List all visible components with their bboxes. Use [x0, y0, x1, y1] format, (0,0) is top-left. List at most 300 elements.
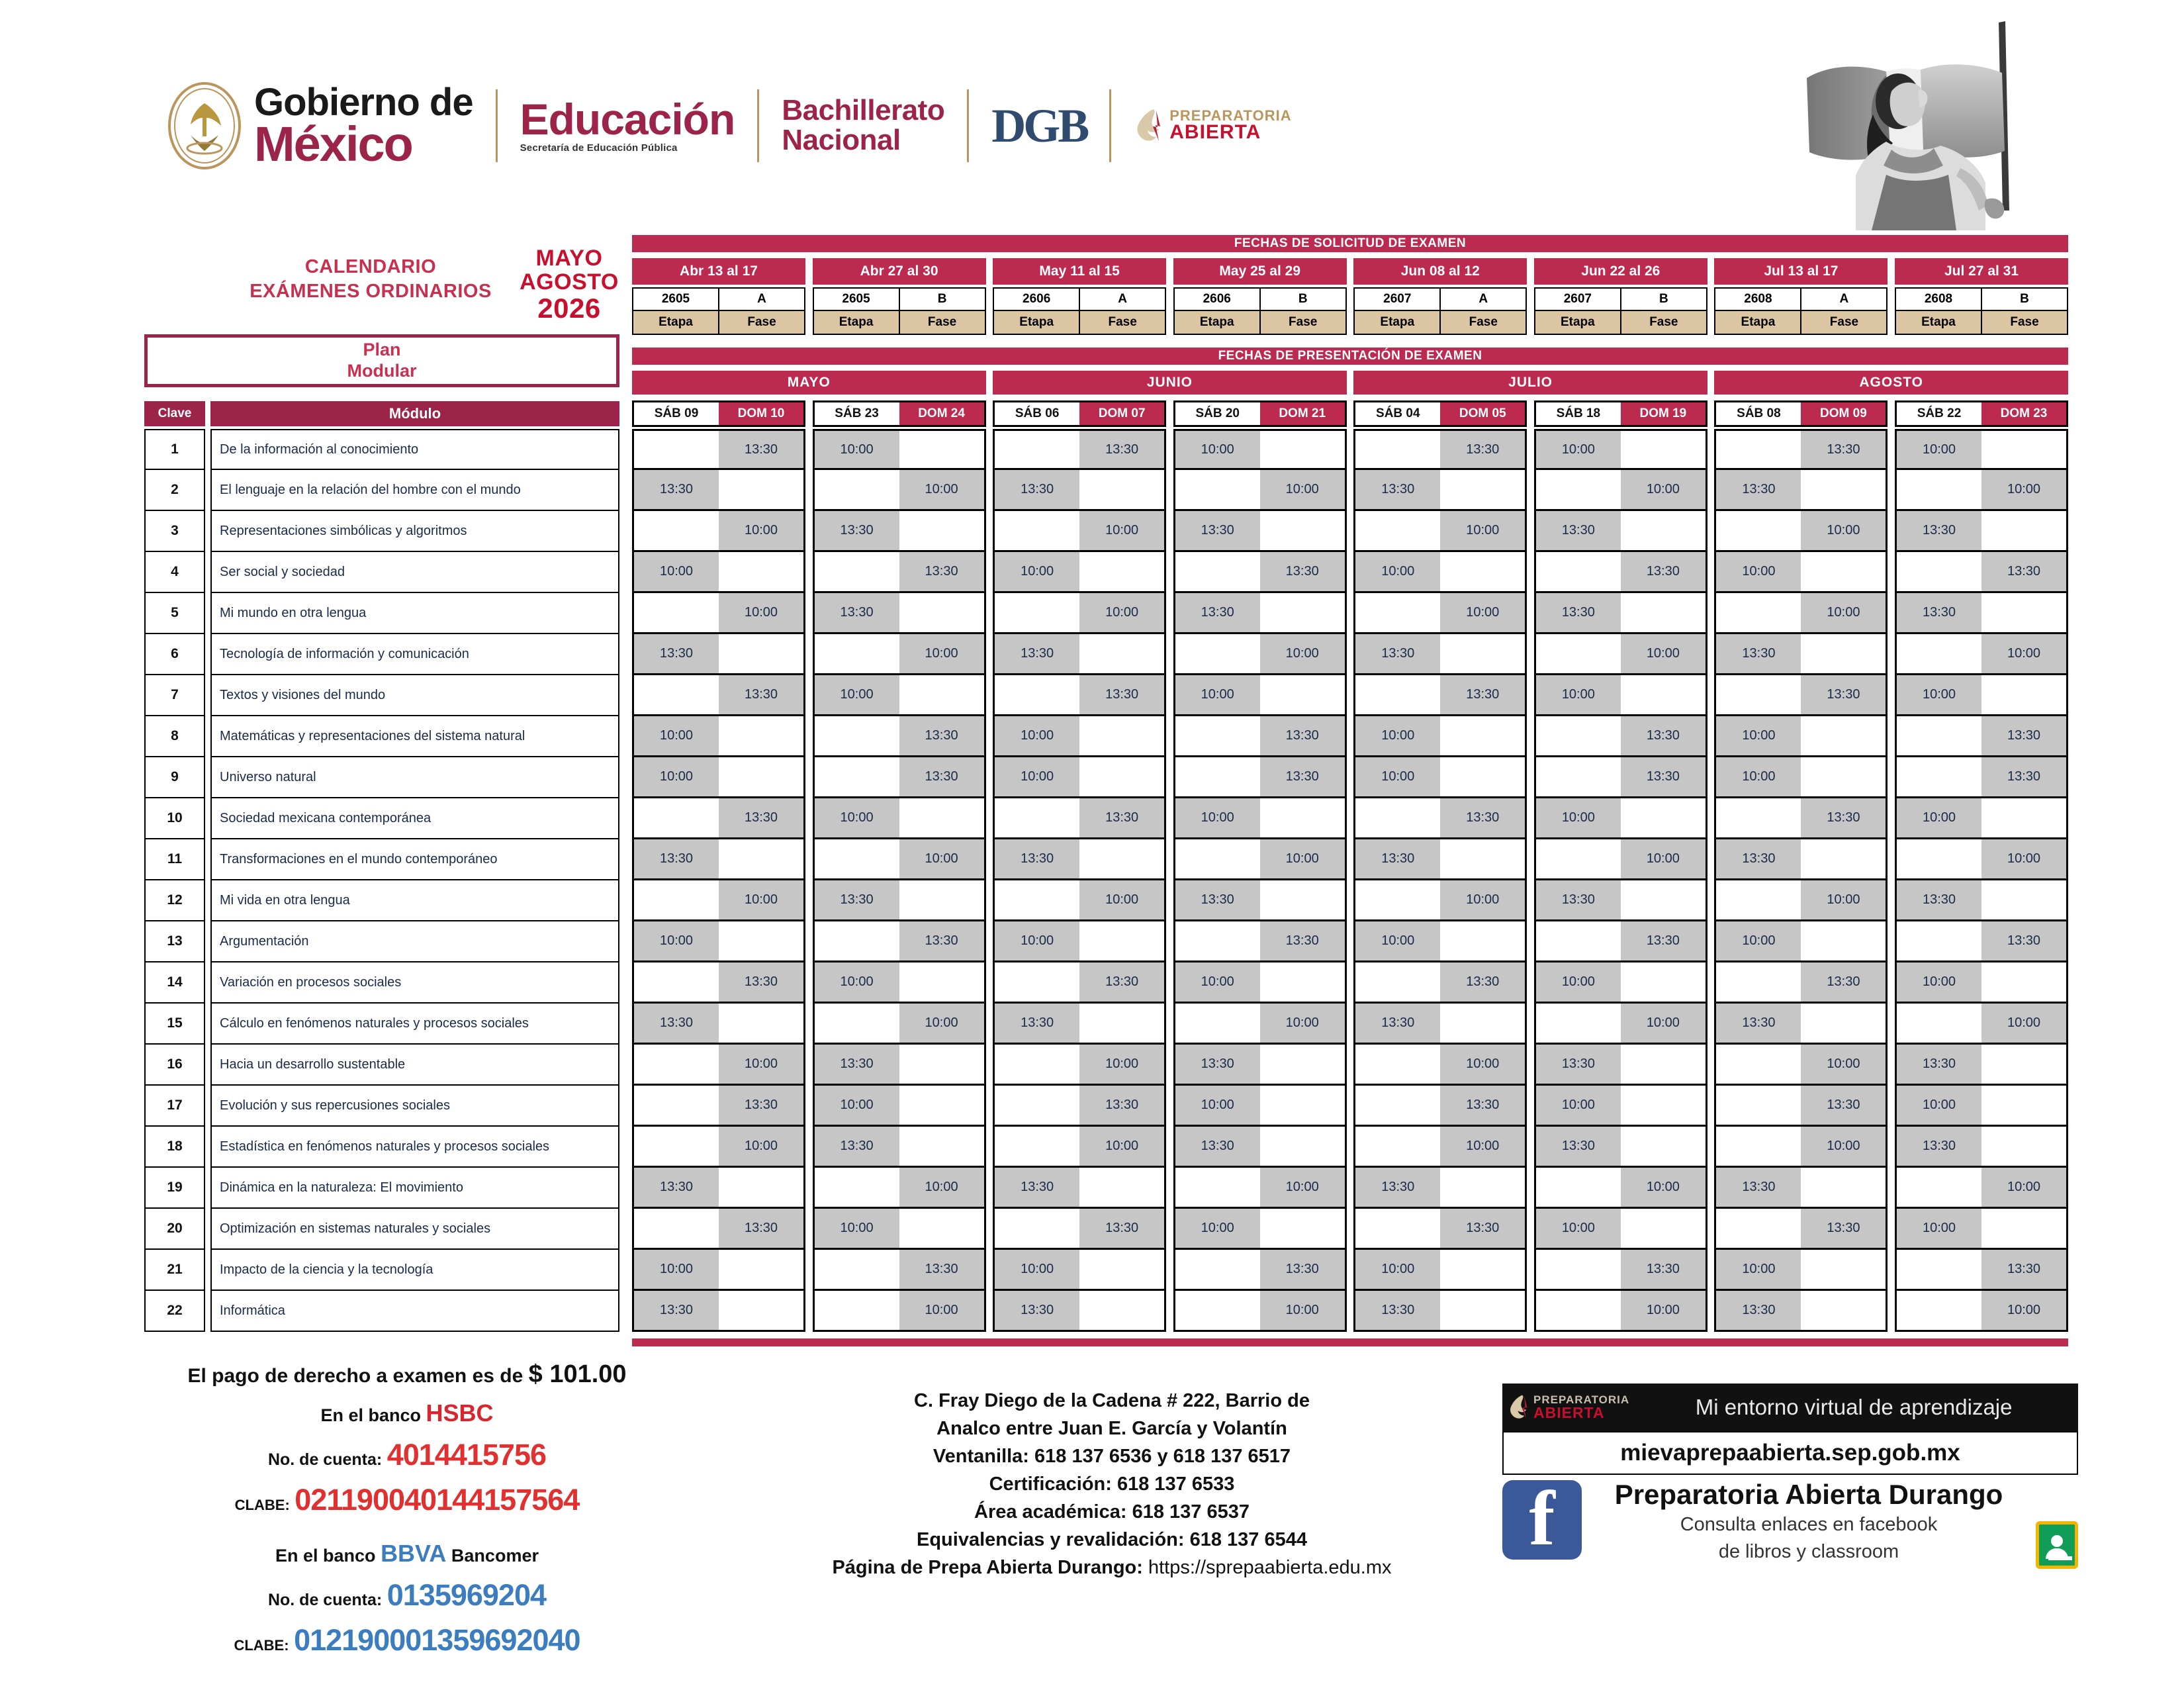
empty-cell	[1440, 470, 1525, 509]
empty-cell	[1801, 470, 1886, 509]
bank1-account-label: No. de cuenta:	[267, 1450, 383, 1469]
schedule-group-7	[1714, 593, 1888, 634]
exam-time-cell: 13:30	[1897, 511, 1981, 550]
exam-time-cell: 10:00	[1175, 1209, 1260, 1248]
table-row	[144, 634, 2068, 675]
etapa-label-4: Etapa	[1175, 311, 1261, 334]
empty-cell	[995, 1045, 1079, 1084]
row-clave: 18	[144, 1127, 205, 1168]
schedule-group-6	[1534, 1045, 1707, 1086]
exam-time-cell: 13:30	[1801, 962, 1886, 1002]
schedule-group-5	[1353, 1045, 1527, 1086]
exam-time-cell: 13:30	[1981, 552, 2066, 591]
sabado-header-1: SÁB 09	[634, 402, 719, 425]
schedule-group-8	[1895, 1127, 2068, 1168]
schedule-group-8	[1895, 511, 2068, 552]
row-modulo: Mi vida en otra lengua	[210, 880, 619, 921]
exam-time-cell: 10:00	[815, 962, 899, 1002]
schedule-group-3	[993, 1086, 1166, 1127]
schedule-group-2	[813, 593, 986, 634]
exam-time-cell: 13:30	[1716, 1291, 1801, 1330]
exam-time-cell: 13:30	[1175, 880, 1260, 919]
empty-cell	[1079, 757, 1164, 796]
empty-cell	[1536, 1004, 1621, 1043]
etapa-label-5: Etapa	[1355, 311, 1441, 334]
exam-time-cell: 13:30	[1440, 798, 1525, 837]
empty-cell	[1355, 1127, 1440, 1166]
empty-cell	[1440, 1250, 1525, 1289]
fase-label-1: Fase	[747, 315, 776, 329]
row-clave: 5	[144, 593, 205, 634]
schedule-group-3	[993, 798, 1166, 839]
exam-time-cell: 13:30	[1260, 921, 1345, 961]
schedule-group-7	[1714, 716, 1888, 757]
empty-cell	[1355, 431, 1440, 468]
empty-cell	[1981, 593, 2066, 632]
etapa-label-6: Etapa	[1535, 311, 1621, 334]
table-row	[144, 921, 2068, 962]
schedule-group-6	[1534, 1004, 1707, 1045]
domingo-header-5: DOM 05	[1440, 402, 1525, 425]
empty-cell	[1897, 757, 1981, 796]
row-modulo: Estadística en fenómenos naturales y procesos sociales	[210, 1127, 619, 1168]
schedule-group-8	[1895, 921, 2068, 962]
exam-time-cell: 10:00	[1260, 470, 1345, 509]
empty-cell	[719, 1004, 803, 1043]
fase-label-7: Fase	[1829, 315, 1859, 329]
exam-time-cell: 10:00	[899, 839, 984, 878]
empty-cell	[1801, 1004, 1886, 1043]
exam-time-cell: 13:30	[1621, 716, 1706, 755]
schedule-group-2	[813, 429, 986, 470]
phone-ventanilla: Ventanilla: 618 137 6536 y 618 137 6517	[933, 1446, 1291, 1468]
row-modulo: Matemáticas y representaciones del sistema natural	[210, 716, 619, 757]
etapa-label-8: Etapa	[1896, 311, 1982, 334]
month-header-agosto: AGOSTO	[1714, 371, 2068, 395]
schedule-group-8	[1895, 552, 2068, 593]
empty-cell	[719, 716, 803, 755]
phone-certificacion: Certificación: 618 137 6533	[989, 1474, 1235, 1495]
schedule-group-4	[1173, 470, 1347, 511]
schedule-group-2	[813, 1209, 986, 1250]
empty-cell	[1260, 1086, 1345, 1125]
exam-time-cell: 13:30	[1260, 1250, 1345, 1289]
schedule-group-7	[1714, 429, 1888, 470]
exam-day-header-4	[1173, 400, 1347, 427]
bank2-clabe-line	[99, 1623, 715, 1658]
table-row	[144, 1291, 2068, 1332]
logo-row	[165, 79, 1292, 172]
bank2-account-line	[99, 1578, 715, 1613]
period-year: 2026	[537, 293, 601, 324]
eva-prepa-line1: PREPARATORIA	[1533, 1393, 1630, 1406]
exam-time-cell: 10:00	[1897, 798, 1981, 837]
exam-time-cell: 10:00	[995, 757, 1079, 796]
row-clave: 8	[144, 716, 205, 757]
schedule-group-2	[813, 880, 986, 921]
schedule-group-7	[1714, 1127, 1888, 1168]
empty-cell	[1079, 552, 1164, 591]
empty-cell	[1897, 1250, 1981, 1289]
empty-cell	[1981, 1127, 2066, 1166]
schedule-group-6	[1534, 1291, 1707, 1332]
exam-time-cell: 10:00	[1621, 1168, 1706, 1207]
schedule-group-4	[1173, 962, 1347, 1004]
schedule-group-5	[1353, 757, 1527, 798]
plan-name: Modular	[347, 361, 417, 381]
eva-tagline: Mi entorno virtual de aprendizaje	[1695, 1395, 2013, 1419]
schedule-group-7	[1714, 634, 1888, 675]
exam-time-cell: 13:30	[1981, 716, 2066, 755]
empty-cell	[815, 1168, 899, 1207]
schedule-group-7	[1714, 880, 1888, 921]
exam-time-cell: 13:30	[815, 593, 899, 632]
bank2-account-number: 0135969204	[387, 1578, 547, 1612]
etapa-fase-values-1	[632, 287, 805, 311]
etapa-fase-values-3	[993, 287, 1166, 311]
exam-time-cell: 10:00	[1981, 1168, 2066, 1207]
schedule-group-2	[813, 921, 986, 962]
calendar-title-line2: EXÁMENES ORDINARIOS	[250, 281, 492, 303]
empty-cell	[719, 839, 803, 878]
empty-cell	[1716, 431, 1801, 468]
exam-time-cell: 10:00	[1355, 716, 1440, 755]
table-row	[144, 1004, 2068, 1045]
schedule-group-8	[1895, 880, 2068, 921]
exam-time-cell: 13:30	[1079, 431, 1164, 468]
sabado-header-7: SÁB 08	[1716, 402, 1801, 425]
calendar-title-line1: CALENDARIO	[304, 256, 437, 277]
bank1-prefix: En el banco	[320, 1405, 426, 1425]
exam-time-cell: 10:00	[634, 1250, 719, 1289]
empty-cell	[1079, 839, 1164, 878]
etapa-label-3: Etapa	[994, 311, 1080, 334]
exam-time-cell: 10:00	[1621, 1291, 1706, 1330]
schedule-group-5	[1353, 470, 1527, 511]
table-row	[144, 880, 2068, 921]
empty-cell	[1716, 880, 1801, 919]
schedule-group-4	[1173, 1004, 1347, 1045]
empty-cell	[1621, 1209, 1706, 1248]
empty-cell	[815, 716, 899, 755]
exam-time-cell: 10:00	[719, 880, 803, 919]
exam-time-cell: 10:00	[1716, 921, 1801, 961]
empty-cell	[1440, 1168, 1525, 1207]
facebook-page-title: Preparatoria Abierta Durango	[1614, 1479, 2003, 1510]
schedule-group-4	[1173, 921, 1347, 962]
facebook-sub-line1: Consulta enlaces en facebook	[1680, 1514, 1938, 1536]
schedule-group-1	[632, 675, 805, 716]
etapa-fase-values-6	[1534, 287, 1707, 311]
empty-cell	[1621, 593, 1706, 632]
fase-label-6: Fase	[1649, 315, 1678, 329]
schedule-group-3	[993, 757, 1166, 798]
exam-time-cell: 13:30	[1260, 757, 1345, 796]
empty-cell	[1536, 470, 1621, 509]
request-period-range-7: Jul 13 al 17	[1714, 258, 1888, 285]
exam-time-cell: 10:00	[815, 1086, 899, 1125]
empty-cell	[995, 962, 1079, 1002]
row-modulo: Optimización en sistemas naturales y sociales	[210, 1209, 619, 1250]
empty-cell	[1355, 1086, 1440, 1125]
exam-time-cell: 13:30	[1536, 511, 1621, 550]
empty-cell	[995, 1086, 1079, 1125]
empty-cell	[1536, 716, 1621, 755]
payment-info	[99, 1360, 715, 1658]
payment-text: El pago de derecho a examen es de	[187, 1365, 529, 1387]
calendar-title	[199, 255, 543, 304]
schedule-group-1	[632, 1250, 805, 1291]
exam-day-header-7	[1714, 400, 1888, 427]
exam-time-cell: 13:30	[634, 1168, 719, 1207]
empty-cell	[1355, 962, 1440, 1002]
exam-time-cell: 13:30	[1716, 839, 1801, 878]
exam-time-cell: 10:00	[1801, 511, 1886, 550]
address-line1: C. Fray Diego de la Cadena # 222, Barrio de	[914, 1390, 1310, 1411]
exam-time-cell: 13:30	[899, 757, 984, 796]
bank2-clabe-number: 012190001359692040	[294, 1623, 580, 1657]
table-row	[144, 1045, 2068, 1086]
empty-cell	[899, 1209, 984, 1248]
schedule-group-3	[993, 921, 1166, 962]
exam-time-cell: 10:00	[995, 552, 1079, 591]
exam-time-cell: 10:00	[1897, 431, 1981, 468]
empty-cell	[1536, 757, 1621, 796]
empty-cell	[1897, 1168, 1981, 1207]
empty-cell	[1621, 962, 1706, 1002]
facebook-block[interactable]	[1502, 1474, 2078, 1569]
exam-time-cell: 13:30	[1079, 798, 1164, 837]
row-modulo: Informática	[210, 1291, 619, 1332]
row-clave: 14	[144, 962, 205, 1004]
exam-time-cell: 13:30	[1801, 1209, 1886, 1248]
schedule-group-3	[993, 1127, 1166, 1168]
schedule-group-1	[632, 552, 805, 593]
schedule-group-3	[993, 1209, 1166, 1250]
website-url[interactable]: https://sprepaabierta.edu.mx	[1148, 1557, 1392, 1579]
schedule-group-1	[632, 962, 805, 1004]
exam-time-cell: 13:30	[1440, 431, 1525, 468]
fase-label-8: Fase	[2010, 315, 2039, 329]
eva-url[interactable]: mievaprepaabierta.sep.gob.mx	[1502, 1431, 2078, 1475]
exam-time-cell: 10:00	[1079, 880, 1164, 919]
exam-time-cell: 13:30	[1801, 1086, 1886, 1125]
schedule-group-6	[1534, 1168, 1707, 1209]
schedule-group-1	[632, 1086, 805, 1127]
row-clave: 11	[144, 839, 205, 880]
empty-cell	[815, 757, 899, 796]
contact-info	[721, 1387, 1502, 1581]
schedule-group-2	[813, 511, 986, 552]
empty-cell	[634, 962, 719, 1002]
exam-time-cell: 10:00	[1621, 1004, 1706, 1043]
schedule-group-7	[1714, 675, 1888, 716]
exam-time-cell: 13:30	[1355, 1291, 1440, 1330]
empty-cell	[719, 1250, 803, 1289]
schedule-group-8	[1895, 839, 2068, 880]
schedule-group-2	[813, 716, 986, 757]
empty-cell	[1716, 1209, 1801, 1248]
empty-cell	[1716, 593, 1801, 632]
schedule-group-5	[1353, 1004, 1527, 1045]
exam-time-cell: 13:30	[1536, 1127, 1621, 1166]
exam-time-cell: 13:30	[995, 1168, 1079, 1207]
exam-time-cell: 10:00	[1536, 675, 1621, 714]
empty-cell	[1440, 716, 1525, 755]
empty-cell	[1981, 798, 2066, 837]
schedule-group-8	[1895, 429, 2068, 470]
schedule-group-6	[1534, 921, 1707, 962]
table-bottom-bar	[632, 1338, 2068, 1346]
exam-time-cell: 10:00	[1801, 880, 1886, 919]
schedule-group-3	[993, 1291, 1166, 1332]
exam-time-cell: 10:00	[634, 552, 719, 591]
row-modulo: Variación en procesos sociales	[210, 962, 619, 1004]
exam-time-cell: 10:00	[1175, 675, 1260, 714]
empty-cell	[1897, 470, 1981, 509]
exam-time-cell: 13:30	[995, 634, 1079, 673]
schedule-group-6	[1534, 1209, 1707, 1250]
schedule-group-5	[1353, 675, 1527, 716]
bank1-account-line	[99, 1438, 715, 1472]
row-clave: 22	[144, 1291, 205, 1332]
schedule-group-2	[813, 1086, 986, 1127]
etapa-value-6: 2607	[1535, 289, 1621, 310]
row-modulo: Tecnología de información y comunicación	[210, 634, 619, 675]
schedule-group-2	[813, 1045, 986, 1086]
schedule-group-7	[1714, 962, 1888, 1004]
schedule-group-6	[1534, 429, 1707, 470]
exam-time-cell: 10:00	[899, 1168, 984, 1207]
bank2-account-label: No. de cuenta:	[267, 1591, 383, 1609]
table-row	[144, 1168, 2068, 1209]
exam-time-cell: 10:00	[1621, 839, 1706, 878]
schedule-group-1	[632, 757, 805, 798]
schedule-group-7	[1714, 921, 1888, 962]
empty-cell	[719, 552, 803, 591]
exam-time-cell: 13:30	[634, 634, 719, 673]
row-clave: 20	[144, 1209, 205, 1250]
empty-cell	[1536, 921, 1621, 961]
exam-time-cell: 10:00	[1981, 1291, 2066, 1330]
exam-time-cell: 13:30	[719, 1086, 803, 1125]
schedule-group-4	[1173, 716, 1347, 757]
exam-time-cell: 13:30	[815, 1045, 899, 1084]
band-fechas-presentacion: FECHAS DE PRESENTACIÓN DE EXAMEN	[632, 348, 2068, 365]
empty-cell	[1355, 1209, 1440, 1248]
empty-cell	[1260, 798, 1345, 837]
empty-cell	[1981, 675, 2066, 714]
month-header-julio: JULIO	[1353, 371, 1707, 395]
schedule-group-1	[632, 880, 805, 921]
exam-time-cell: 13:30	[815, 511, 899, 550]
exam-time-cell: 13:30	[899, 921, 984, 961]
empty-cell	[815, 634, 899, 673]
exam-time-cell: 10:00	[1175, 431, 1260, 468]
empty-cell	[1079, 716, 1164, 755]
schedule-group-5	[1353, 593, 1527, 634]
row-modulo: Impacto de la ciencia y la tecnología	[210, 1250, 619, 1291]
payment-amount: $ 101.00	[528, 1360, 627, 1388]
exam-time-cell: 10:00	[1981, 634, 2066, 673]
schedule-group-5	[1353, 552, 1527, 593]
empty-cell	[1440, 921, 1525, 961]
exam-time-cell: 13:30	[815, 1127, 899, 1166]
schedule-group-6	[1534, 839, 1707, 880]
schedule-group-7	[1714, 470, 1888, 511]
schedule-group-5	[1353, 962, 1527, 1004]
empty-cell	[1621, 1086, 1706, 1125]
bank2-line	[99, 1540, 715, 1568]
schedule-group-1	[632, 634, 805, 675]
educacion-title: Educación	[520, 94, 735, 144]
fase-label-5: Fase	[1469, 315, 1498, 329]
table-row	[144, 593, 2068, 634]
request-period-range-8: Jul 27 al 31	[1895, 258, 2068, 285]
schedule-group-4	[1173, 1168, 1347, 1209]
empty-cell	[1175, 1168, 1260, 1207]
empty-cell	[1175, 839, 1260, 878]
exam-time-cell: 13:30	[1981, 1250, 2066, 1289]
exam-time-cell: 10:00	[1981, 1004, 2066, 1043]
exam-time-cell: 10:00	[815, 675, 899, 714]
schedule-group-4	[1173, 1291, 1347, 1332]
empty-cell	[1716, 511, 1801, 550]
table-row	[144, 1127, 2068, 1168]
table-row	[144, 675, 2068, 716]
schedule-group-2	[813, 1291, 986, 1332]
etapa-fase-values-7	[1714, 287, 1888, 311]
exam-time-cell: 13:30	[719, 962, 803, 1002]
fase-value-2: B	[937, 292, 947, 306]
etapa-label-2: Etapa	[814, 311, 900, 334]
sabado-header-5: SÁB 04	[1355, 402, 1440, 425]
empty-cell	[1716, 962, 1801, 1002]
etapa-fase-values-5	[1353, 287, 1527, 311]
dove-icon-small	[1508, 1393, 1530, 1422]
empty-cell	[1260, 962, 1345, 1002]
bank1-line	[99, 1399, 715, 1427]
empty-cell	[1897, 839, 1981, 878]
schedule-group-8	[1895, 1250, 2068, 1291]
exam-time-cell: 13:30	[1981, 757, 2066, 796]
exam-time-cell: 13:30	[634, 1291, 719, 1330]
domingo-header-6: DOM 19	[1621, 402, 1706, 425]
schedule-group-7	[1714, 798, 1888, 839]
request-period-range-5: Jun 08 al 12	[1353, 258, 1527, 285]
schedule-group-6	[1534, 757, 1707, 798]
facebook-icon[interactable]: f	[1502, 1480, 1582, 1560]
google-classroom-icon[interactable]	[2036, 1521, 2078, 1569]
etapa-value-7: 2608	[1715, 289, 1801, 310]
mexican-eagle-seal-icon	[165, 79, 244, 172]
empty-cell	[1260, 431, 1345, 468]
empty-cell	[1981, 1045, 2066, 1084]
schedule-group-5	[1353, 1168, 1527, 1209]
empty-cell	[1621, 1045, 1706, 1084]
period-month-start: MAYO	[535, 246, 603, 271]
schedule-group-5	[1353, 1086, 1527, 1127]
schedule-group-2	[813, 962, 986, 1004]
row-clave: 9	[144, 757, 205, 798]
schedule-group-4	[1173, 552, 1347, 593]
bachillerato-nacional-logo	[782, 96, 944, 156]
exam-time-cell: 10:00	[1716, 757, 1801, 796]
schedule-group-8	[1895, 716, 2068, 757]
empty-cell	[1981, 1086, 2066, 1125]
column-header-modulo: Módulo	[210, 401, 619, 426]
row-modulo: Representaciones simbólicas y algoritmos	[210, 511, 619, 552]
